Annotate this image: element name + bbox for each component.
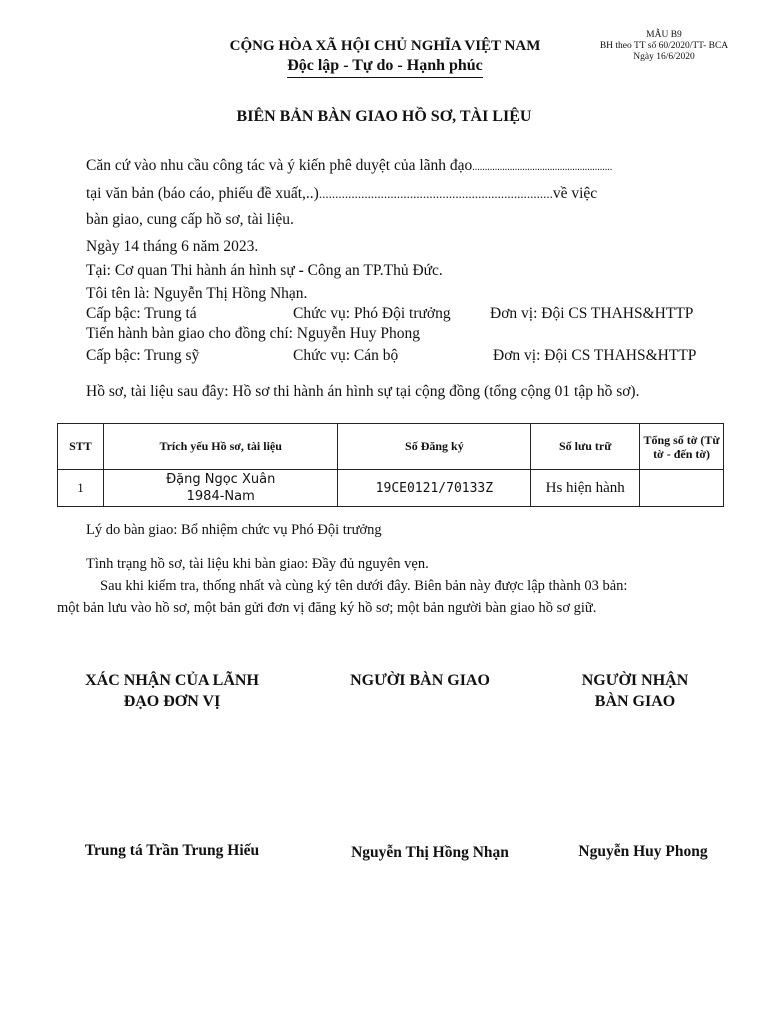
handover-to-line: Tiến hành bàn giao cho đồng chí: Nguyễn Huy Phong xyxy=(86,325,420,342)
receiver-rank: Cấp bậc: Trung sỹ xyxy=(86,347,200,364)
leader-name: Trung tá Trần Trung Hiếu xyxy=(84,842,260,859)
intro-text-2a: tại văn bản (báo cáo, phiếu đề xuất,..) xyxy=(86,185,319,202)
header-summary: Trích yếu Hồ sơ, tài liệu xyxy=(103,424,338,470)
leader-title-line-1: XÁC NHẬN CỦA LÃNH xyxy=(85,672,259,689)
place-dash: - xyxy=(294,262,308,279)
giver-name-line: Tôi tên là: Nguyễn Thị Hồng Nhạn. xyxy=(86,285,308,302)
cell-archive: Hs hiện hành xyxy=(531,470,640,507)
form-code-date: Ngày 16/6/2020 xyxy=(633,52,695,62)
records-line: Hồ sơ, tài liệu sau đây: Hồ sơ thi hành án hình sự tại cộng đồng (tổng cộng 01 tập hồ sơ). xyxy=(86,383,640,400)
table-header-row xyxy=(58,424,724,470)
date-line: Ngày 14 tháng 6 năm 2023. xyxy=(86,238,259,255)
closing-line-1: Sau khi kiểm tra, thống nhất và cùng ký tên dưới đây. Biên bản này được lập thành 03 bản: xyxy=(100,578,628,594)
receiver-position: Chức vụ: Cán bộ xyxy=(293,347,399,364)
giver-signature-title: NGƯỜI BÀN GIAO xyxy=(350,672,490,689)
place-prefix: Tại: Cơ quan Thi hành án hình sự xyxy=(86,262,295,279)
header-stt: STT xyxy=(58,424,104,470)
status-line: Tình trạng hồ sơ, tài liệu khi bàn giao: Đầy đủ nguyên vẹn. xyxy=(86,556,429,572)
form-code-name: MẪU B9 xyxy=(646,30,682,40)
giver-position: Chức vụ: Phó Đội trưởng xyxy=(293,305,451,322)
cell-summary-name: Đặng Ngọc Xuân xyxy=(166,472,276,487)
place-suffix: Công an TP.Thủ Đức. xyxy=(307,262,443,279)
header-reg-no: Số Đăng ký xyxy=(338,424,531,470)
country-name: CỘNG HÒA XÃ HỘI CHỦ NGHĨA VIỆT NAM xyxy=(229,38,541,54)
header-pages: Tổng số tờ (Từ tờ - đến tờ) xyxy=(640,424,724,470)
intro-text-2b: về việc xyxy=(552,185,598,202)
national-header xyxy=(190,36,580,78)
document-title: BIÊN BẢN BÀN GIAO HỒ SƠ, TÀI LIỆU xyxy=(236,108,532,125)
receiver-title-line-1: NGƯỜI NHẬN xyxy=(581,672,689,689)
intro-text-1: Căn cứ vào nhu cầu công tác và ý kiến phê duyệt của lãnh đạo xyxy=(86,157,473,174)
form-code xyxy=(584,30,744,63)
receiver-signature-title xyxy=(560,670,710,712)
records-table xyxy=(57,423,724,507)
reason-line: Lý do bàn giao: Bổ nhiệm chức vụ Phó Đội trưởng xyxy=(86,522,382,538)
cell-pages xyxy=(640,470,724,507)
giver-name: Nguyễn Thị Hồng Nhạn xyxy=(351,844,509,861)
cell-stt: 1 xyxy=(58,470,104,507)
cell-summary xyxy=(103,470,338,507)
leader-signature-title xyxy=(60,670,284,712)
receiver-title-line-2: BÀN GIAO xyxy=(594,693,676,710)
national-motto: Độc lập - Tự do - Hạnh phúc xyxy=(287,56,483,78)
intro-line-2 xyxy=(86,185,706,203)
header-archive: Số lưu trữ xyxy=(531,424,640,470)
cell-reg-no: 19CE0121/70133Z xyxy=(338,470,531,507)
intro-dots-1: ........................................................ xyxy=(472,162,613,173)
cell-summary-birth: 1984-Nam xyxy=(186,489,255,504)
place-line xyxy=(86,262,443,280)
form-code-reference: BH theo TT số 60/2020/TT- BCA xyxy=(599,41,729,51)
receiver-name: Nguyễn Huy Phong xyxy=(578,843,708,860)
giver-unit: Đơn vị: Đội CS THAHS&HTTP xyxy=(490,305,694,322)
giver-rank: Cấp bậc: Trung tá xyxy=(86,305,197,322)
intro-dots-2: ........................................................................ xyxy=(318,186,553,201)
intro-line-3: bàn giao, cung cấp hồ sơ, tài liệu. xyxy=(86,211,294,228)
closing-line-2: một bản lưu vào hồ sơ, một bản gửi đơn vị đăng ký hồ sơ; một bản người bàn giao hồ sơ giữ. xyxy=(57,600,597,616)
leader-title-line-2: ĐẠO ĐƠN VỊ xyxy=(123,693,221,710)
table-row xyxy=(58,470,724,507)
intro-line-1 xyxy=(86,157,612,175)
receiver-unit: Đơn vị: Đội CS THAHS&HTTP xyxy=(493,347,697,364)
